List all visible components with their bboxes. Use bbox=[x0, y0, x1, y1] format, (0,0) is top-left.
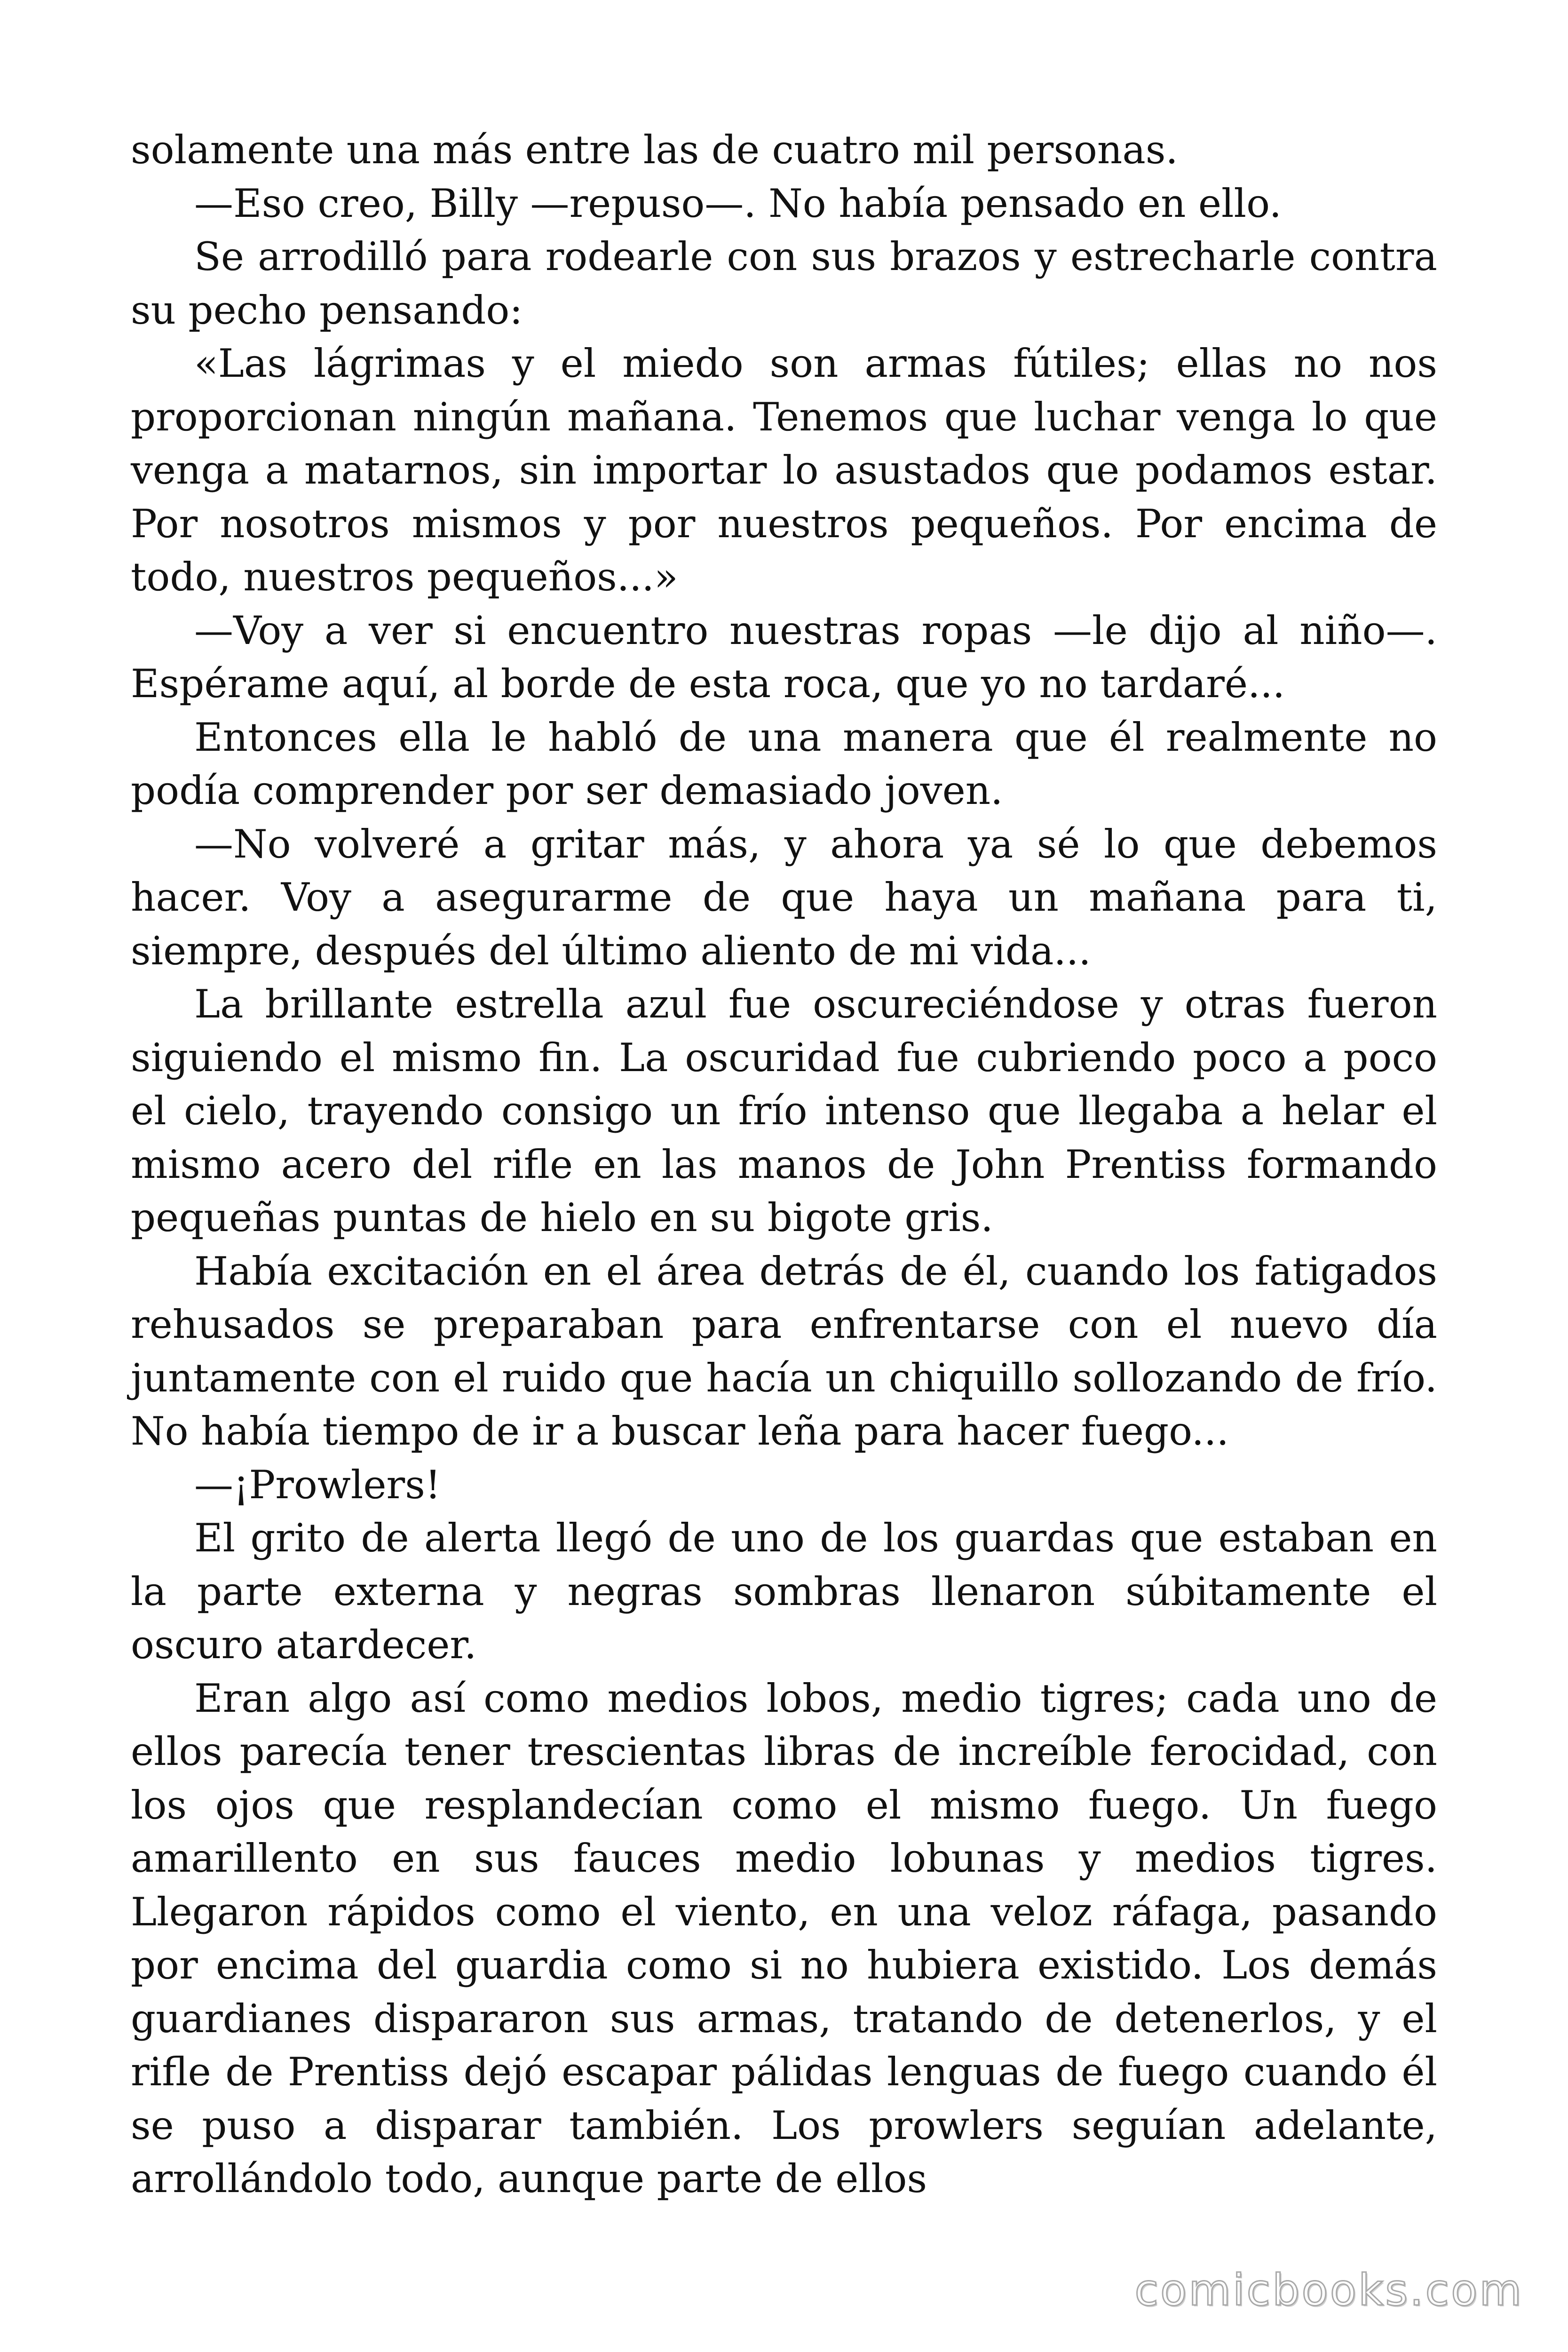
paragraph: Eran algo así como medios lobos, medio tigres; cada uno de ellos parecía tener trescientas libras de increíble ferocidad, con los ojos que resplandecían como el mismo fuego. Un fuego amarillento en sus fauces medio lobunas y medios tigres. Llegaron rápidos como el viento, en una veloz ráfaga, pasando por encima del guardia como si no hubiera existido. Los demás guardianes dispararon sus armas, tratando de detenerlos, y el rifle de Prentiss dejó escapar pálidas lenguas de fuego cuando él se puso a disparar también. Los prowlers seguían adelante, arrollándolo todo, aunque parte de ellos bbox=[131, 1675, 1437, 2201]
paragraph: solamente una más entre las de cuatro mil personas. bbox=[131, 127, 1178, 173]
watermark: comicbooks.com bbox=[1134, 2265, 1523, 2315]
body-text bbox=[131, 123, 1437, 2206]
paragraph: Había excitación en el área detrás de él, cuando los fatigados rehusados se preparaban para enfrentarse con el nuevo día juntamente con el ruido que hacía un chiquillo sollozando de frío. No había tiempo de ir a buscar leña para hacer fuego... bbox=[131, 1248, 1437, 1454]
paragraph: —Voy a ver si encuentro nuestras ropas —le dijo al niño—. Espérame aquí, al borde de esta roca, que yo no tardaré... bbox=[131, 607, 1437, 707]
paragraph: —No volveré a gritar más, y ahora ya sé lo que debemos hacer. Voy a asegurarme de que haya un mañana para ti, siempre, después del último aliento de mi vida... bbox=[131, 821, 1437, 974]
paragraph: —Eso creo, Billy —repuso—. No había pensado en ello. bbox=[194, 180, 1282, 226]
paragraph: El grito de alerta llegó de uno de los guardas que estaban en la parte externa y negras sombras llenaron súbitamente el oscuro atardecer. bbox=[131, 1515, 1437, 1668]
paragraph: Se arrodilló para rodearle con sus brazos y estrecharle contra su pecho pensando: bbox=[131, 234, 1437, 333]
paragraph: —¡Prowlers! bbox=[194, 1462, 441, 1508]
paragraph: Entonces ella le habló de una manera que él realmente no podía comprender por ser demasiado joven. bbox=[131, 714, 1437, 813]
paragraph: La brillante estrella azul fue oscureciéndose y otras fueron siguiendo el mismo fin. La oscuridad fue cubriendo poco a poco el cielo, trayendo consigo un frío intenso que llegaba a helar el mismo acero del rifle en las manos de John Prentiss formando pequeñas puntas de hielo en su bigote gris. bbox=[131, 981, 1437, 1240]
paragraph: «Las lágrimas y el miedo son armas fútiles; ellas no nos proporcionan ningún mañana. Tenemos que luchar venga lo que venga a matarnos, sin importar lo asustados que podamos estar. Por nosotros mismos y por nuestros pequeños. Por encima de todo, nuestros pequeños...» bbox=[131, 341, 1437, 600]
